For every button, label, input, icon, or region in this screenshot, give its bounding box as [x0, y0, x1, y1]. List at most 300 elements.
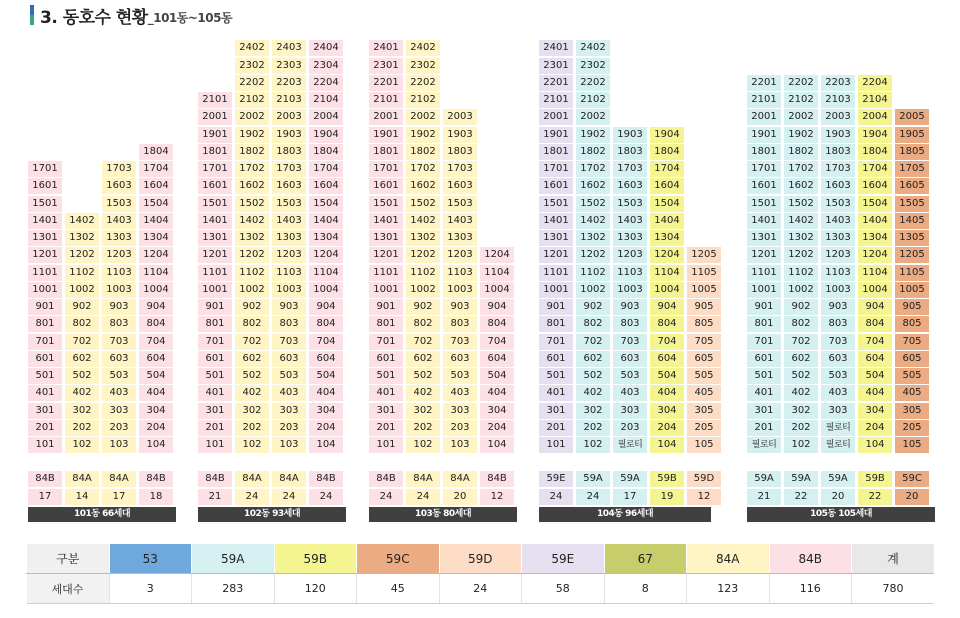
unit-cell-101-1003: 1003: [102, 282, 136, 298]
column-type-101-4: 84B: [139, 471, 173, 487]
unit-cell-102-2103: 2103: [272, 92, 306, 108]
unit-cell-105-1201: 1201: [747, 247, 781, 263]
unit-cell-104-1201: 1201: [539, 247, 573, 263]
unit-cell-103-402: 402: [406, 385, 440, 401]
unit-cell-104-1102: 1102: [576, 265, 610, 281]
unit-cell-102-1201: 1201: [198, 247, 232, 263]
unit-cell-101-502: 502: [65, 368, 99, 384]
legend-type-59B: 59B: [274, 544, 357, 574]
unit-cell-105-1203: 1203: [821, 247, 855, 263]
unit-cell-105-303: 303: [821, 403, 855, 419]
unit-cell-104-1703: 1703: [613, 161, 647, 177]
legend-type-67: 67: [604, 544, 687, 574]
unit-cell-103-903: 903: [443, 299, 477, 315]
unit-cell-103-1902: 1902: [406, 127, 440, 143]
column-count-105-1: 21: [747, 489, 781, 505]
unit-cell-101-1204: 1204: [139, 247, 173, 263]
column-count-103-3: 20: [443, 489, 477, 505]
unit-cell-101-1302: 1302: [65, 230, 99, 246]
unit-cell-101-1402: 1402: [65, 213, 99, 229]
unit-cell-105-2101: 2101: [747, 92, 781, 108]
unit-cell-103-202: 202: [406, 420, 440, 436]
unit-cell-105-1003: 1003: [821, 282, 855, 298]
unit-cell-103-2401: 2401: [369, 40, 403, 56]
legend-count-84B: 116: [769, 574, 852, 604]
unit-cell-105-602: 602: [784, 351, 818, 367]
unit-cell-102-903: 903: [272, 299, 306, 315]
unit-cell-105-1101: 1101: [747, 265, 781, 281]
unit-cell-102-2404: 2404: [309, 40, 343, 56]
unit-cell-102-1304: 1304: [309, 230, 343, 246]
column-type-103-4: 84B: [480, 471, 514, 487]
unit-cell-105-103: 필로티: [821, 437, 855, 453]
unit-cell-102-303: 303: [272, 403, 306, 419]
unit-cell-104-201: 201: [539, 420, 573, 436]
unit-cell-103-1702: 1702: [406, 161, 440, 177]
column-count-101-4: 18: [139, 489, 173, 505]
unit-cell-102-1403: 1403: [272, 213, 306, 229]
unit-cell-103-1303: 1303: [443, 230, 477, 246]
column-type-102-1: 84B: [198, 471, 232, 487]
unit-cell-103-2102: 2102: [406, 92, 440, 108]
unit-cell-104-302: 302: [576, 403, 610, 419]
unit-cell-104-1004: 1004: [650, 282, 684, 298]
unit-cell-103-1602: 1602: [406, 178, 440, 194]
unit-cell-102-304: 304: [309, 403, 343, 419]
unit-cell-102-1502: 1502: [235, 196, 269, 212]
unit-cell-103-804: 804: [480, 316, 514, 332]
unit-cell-101-1104: 1104: [139, 265, 173, 281]
unit-cell-102-302: 302: [235, 403, 269, 419]
unit-cell-103-1102: 1102: [406, 265, 440, 281]
unit-cell-105-1903: 1903: [821, 127, 855, 143]
unit-cell-105-1501: 1501: [747, 196, 781, 212]
unit-cell-102-2402: 2402: [235, 40, 269, 56]
unit-cell-103-1302: 1302: [406, 230, 440, 246]
unit-cell-102-1204: 1204: [309, 247, 343, 263]
building-summary-105: 105동 105세대: [747, 507, 935, 522]
unit-cell-103-1101: 1101: [369, 265, 403, 281]
unit-cell-104-1901: 1901: [539, 127, 573, 143]
unit-cell-105-903: 903: [821, 299, 855, 315]
unit-cell-101-102: 102: [65, 437, 99, 453]
unit-cell-102-904: 904: [309, 299, 343, 315]
unit-cell-103-1803: 1803: [443, 144, 477, 160]
unit-cell-103-601: 601: [369, 351, 403, 367]
unit-cell-102-403: 403: [272, 385, 306, 401]
unit-cell-104-903: 903: [613, 299, 647, 315]
unit-cell-103-404: 404: [480, 385, 514, 401]
unit-cell-101-1604: 1604: [139, 178, 173, 194]
legend-type-row: [27, 544, 935, 574]
unit-cell-103-1802: 1802: [406, 144, 440, 160]
unit-cell-105-2103: 2103: [821, 92, 855, 108]
unit-cell-104-405: 405: [687, 385, 721, 401]
unit-cell-105-204: 204: [858, 420, 892, 436]
unit-cell-104-1302: 1302: [576, 230, 610, 246]
unit-cell-102-2204: 2204: [309, 75, 343, 91]
column-count-105-3: 20: [821, 489, 855, 505]
unit-cell-101-603: 603: [102, 351, 136, 367]
unit-cell-102-401: 401: [198, 385, 232, 401]
unit-cell-104-1803: 1803: [613, 144, 647, 160]
unit-cell-105-502: 502: [784, 368, 818, 384]
column-type-103-3: 84A: [443, 471, 477, 487]
column-count-102-3: 24: [272, 489, 306, 505]
unit-cell-105-703: 703: [821, 334, 855, 350]
unit-cell-103-1903: 1903: [443, 127, 477, 143]
unit-cell-105-2202: 2202: [784, 75, 818, 91]
unit-cell-105-404: 404: [858, 385, 892, 401]
unit-cell-104-901: 901: [539, 299, 573, 315]
unit-cell-105-1904: 1904: [858, 127, 892, 143]
unit-cell-103-1901: 1901: [369, 127, 403, 143]
unit-cell-104-801: 801: [539, 316, 573, 332]
column-count-103-4: 12: [480, 489, 514, 505]
column-count-105-5: 20: [895, 489, 929, 505]
unit-cell-103-602: 602: [406, 351, 440, 367]
column-count-103-1: 24: [369, 489, 403, 505]
unit-cell-102-1603: 1603: [272, 178, 306, 194]
unit-cell-103-1601: 1601: [369, 178, 403, 194]
unit-cell-103-1204: 1204: [480, 247, 514, 263]
unit-cell-105-201: 201: [747, 420, 781, 436]
unit-cell-105-605: 605: [895, 351, 929, 367]
unit-cell-101-1202: 1202: [65, 247, 99, 263]
unit-cell-103-503: 503: [443, 368, 477, 384]
unit-cell-105-1401: 1401: [747, 213, 781, 229]
unit-cell-101-1504: 1504: [139, 196, 173, 212]
column-type-103-1: 84B: [369, 471, 403, 487]
unit-cell-101-303: 303: [102, 403, 136, 419]
unit-cell-104-1104: 1104: [650, 265, 684, 281]
unit-cell-103-2001: 2001: [369, 109, 403, 125]
unit-cell-101-1701: 1701: [28, 161, 62, 177]
unit-cell-104-104: 104: [650, 437, 684, 453]
unit-cell-105-1605: 1605: [895, 178, 929, 194]
unit-cell-101-1301: 1301: [28, 230, 62, 246]
unit-cell-104-1205: 1205: [687, 247, 721, 263]
unit-cell-103-1801: 1801: [369, 144, 403, 160]
unit-cell-101-1102: 1102: [65, 265, 99, 281]
unit-cell-104-404: 404: [650, 385, 684, 401]
unit-cell-103-1502: 1502: [406, 196, 440, 212]
unit-cell-101-701: 701: [28, 334, 62, 350]
legend-count-84A: 123: [687, 574, 770, 604]
unit-cell-102-2102: 2102: [235, 92, 269, 108]
unit-cell-102-1604: 1604: [309, 178, 343, 194]
unit-cell-103-902: 902: [406, 299, 440, 315]
unit-cell-104-1602: 1602: [576, 178, 610, 194]
unit-cell-105-1703: 1703: [821, 161, 855, 177]
building-summary-104: 104동 96세대: [539, 507, 711, 522]
unit-cell-104-702: 702: [576, 334, 610, 350]
unit-cell-104-103: 필로티: [613, 437, 647, 453]
unit-cell-102-203: 203: [272, 420, 306, 436]
unit-cell-104-2202: 2202: [576, 75, 610, 91]
unit-cell-105-1002: 1002: [784, 282, 818, 298]
unit-cell-104-1802: 1802: [576, 144, 610, 160]
unit-cell-103-1402: 1402: [406, 213, 440, 229]
unit-cell-101-704: 704: [139, 334, 173, 350]
column-count-102-2: 24: [235, 489, 269, 505]
unit-cell-105-1701: 1701: [747, 161, 781, 177]
unit-cell-104-2302: 2302: [576, 58, 610, 74]
unit-cell-102-603: 603: [272, 351, 306, 367]
unit-cell-103-901: 901: [369, 299, 403, 315]
unit-cell-102-1202: 1202: [235, 247, 269, 263]
unit-cell-103-904: 904: [480, 299, 514, 315]
unit-cell-102-702: 702: [235, 334, 269, 350]
column-count-101-2: 14: [65, 489, 99, 505]
column-type-104-1: 59E: [539, 471, 573, 487]
unit-cell-104-504: 504: [650, 368, 684, 384]
unit-cell-104-2002: 2002: [576, 109, 610, 125]
unit-cell-104-705: 705: [687, 334, 721, 350]
unit-cell-105-1603: 1603: [821, 178, 855, 194]
unit-cell-104-203: 203: [613, 420, 647, 436]
unit-cell-103-303: 303: [443, 403, 477, 419]
legend-type-59E: 59E: [522, 544, 605, 574]
unit-cell-105-603: 603: [821, 351, 855, 367]
building-summary-101: 101동 66세대: [28, 507, 176, 522]
unit-cell-105-1601: 1601: [747, 178, 781, 194]
unit-cell-101-503: 503: [102, 368, 136, 384]
unit-cell-104-1801: 1801: [539, 144, 573, 160]
unit-cell-104-603: 603: [613, 351, 647, 367]
legend-total-label: 계: [852, 544, 935, 574]
column-count-101-3: 17: [102, 489, 136, 505]
unit-cell-105-1905: 1905: [895, 127, 929, 143]
unit-cell-104-2201: 2201: [539, 75, 573, 91]
unit-cell-105-1502: 1502: [784, 196, 818, 212]
unit-cell-105-2005: 2005: [895, 109, 929, 125]
building-summary-102: 102동 93세대: [198, 507, 346, 522]
unit-cell-102-202: 202: [235, 420, 269, 436]
unit-cell-103-2101: 2101: [369, 92, 403, 108]
unit-cell-101-1002: 1002: [65, 282, 99, 298]
unit-cell-101-203: 203: [102, 420, 136, 436]
unit-cell-105-601: 601: [747, 351, 781, 367]
unit-cell-102-1503: 1503: [272, 196, 306, 212]
column-type-101-3: 84A: [102, 471, 136, 487]
unit-cell-103-702: 702: [406, 334, 440, 350]
unit-cell-104-2301: 2301: [539, 58, 573, 74]
legend-count-59D: 24: [439, 574, 522, 604]
unit-cell-105-1805: 1805: [895, 144, 929, 160]
unit-cell-104-1304: 1304: [650, 230, 684, 246]
unit-cell-104-902: 902: [576, 299, 610, 315]
unit-cell-105-405: 405: [895, 385, 929, 401]
unit-cell-105-905: 905: [895, 299, 929, 315]
unit-cell-102-701: 701: [198, 334, 232, 350]
unit-cell-101-1804: 1804: [139, 144, 173, 160]
unit-cell-102-1702: 1702: [235, 161, 269, 177]
unit-cell-102-703: 703: [272, 334, 306, 350]
unit-cell-103-1103: 1103: [443, 265, 477, 281]
column-type-105-2: 59A: [784, 471, 818, 487]
unit-cell-101-1304: 1304: [139, 230, 173, 246]
unit-cell-105-1302: 1302: [784, 230, 818, 246]
unit-cell-105-2004: 2004: [858, 109, 892, 125]
unit-cell-103-201: 201: [369, 420, 403, 436]
unit-cell-104-1804: 1804: [650, 144, 684, 160]
legend-total-count: 780: [852, 574, 935, 604]
unit-cell-103-2201: 2201: [369, 75, 403, 91]
unit-cell-105-1105: 1105: [895, 265, 929, 281]
unit-cell-105-805: 805: [895, 316, 929, 332]
unit-cell-101-401: 401: [28, 385, 62, 401]
unit-cell-102-704: 704: [309, 334, 343, 350]
unit-cell-105-101: 필로티: [747, 437, 781, 453]
column-count-104-5: 12: [687, 489, 721, 505]
unit-cell-105-104: 104: [858, 437, 892, 453]
title-sub: _101동~105동: [147, 10, 233, 25]
unit-cell-104-1403: 1403: [613, 213, 647, 229]
unit-cell-105-1301: 1301: [747, 230, 781, 246]
unit-cell-105-1803: 1803: [821, 144, 855, 160]
unit-cell-103-301: 301: [369, 403, 403, 419]
unit-cell-105-504: 504: [858, 368, 892, 384]
unit-cell-102-1001: 1001: [198, 282, 232, 298]
unit-cell-101-1503: 1503: [102, 196, 136, 212]
unit-cell-102-1002: 1002: [235, 282, 269, 298]
unit-cell-104-703: 703: [613, 334, 647, 350]
unit-cell-105-2002: 2002: [784, 109, 818, 125]
legend-type-84A: 84A: [687, 544, 770, 574]
unit-cell-104-1204: 1204: [650, 247, 684, 263]
unit-cell-102-901: 901: [198, 299, 232, 315]
unit-cell-105-1204: 1204: [858, 247, 892, 263]
unit-cell-103-502: 502: [406, 368, 440, 384]
unit-cell-105-1901: 1901: [747, 127, 781, 143]
unit-cell-102-902: 902: [235, 299, 269, 315]
unit-cell-103-104: 104: [480, 437, 514, 453]
unit-cell-102-1404: 1404: [309, 213, 343, 229]
unit-cell-104-1203: 1203: [613, 247, 647, 263]
unit-cell-103-802: 802: [406, 316, 440, 332]
unit-cell-104-2001: 2001: [539, 109, 573, 125]
unit-cell-101-402: 402: [65, 385, 99, 401]
unit-cell-105-1602: 1602: [784, 178, 818, 194]
unit-cell-103-1503: 1503: [443, 196, 477, 212]
unit-cell-104-1501: 1501: [539, 196, 573, 212]
unit-cell-102-1501: 1501: [198, 196, 232, 212]
unit-cell-105-1705: 1705: [895, 161, 929, 177]
unit-cell-105-1005: 1005: [895, 282, 929, 298]
unit-cell-104-601: 601: [539, 351, 573, 367]
unit-cell-105-105: 105: [895, 437, 929, 453]
unit-cell-105-302: 302: [784, 403, 818, 419]
unit-cell-101-103: 103: [102, 437, 136, 453]
unit-cell-101-801: 801: [28, 316, 62, 332]
unit-cell-101-1404: 1404: [139, 213, 173, 229]
column-count-101-1: 17: [28, 489, 62, 505]
unit-cell-101-1201: 1201: [28, 247, 62, 263]
unit-cell-104-605: 605: [687, 351, 721, 367]
unit-cell-105-1902: 1902: [784, 127, 818, 143]
unit-cell-102-1402: 1402: [235, 213, 269, 229]
unit-cell-101-901: 901: [28, 299, 62, 315]
column-count-104-2: 24: [576, 489, 610, 505]
unit-cell-101-802: 802: [65, 316, 99, 332]
unit-cell-104-1005: 1005: [687, 282, 721, 298]
unit-cell-104-102: 102: [576, 437, 610, 453]
unit-cell-103-504: 504: [480, 368, 514, 384]
unit-cell-105-1305: 1305: [895, 230, 929, 246]
unit-cell-105-1403: 1403: [821, 213, 855, 229]
unit-cell-104-803: 803: [613, 316, 647, 332]
unit-cell-101-101: 101: [28, 437, 62, 453]
unit-cell-104-403: 403: [613, 385, 647, 401]
unit-cell-105-1503: 1503: [821, 196, 855, 212]
unit-cell-105-1802: 1802: [784, 144, 818, 160]
unit-cell-104-1702: 1702: [576, 161, 610, 177]
unit-cell-104-1402: 1402: [576, 213, 610, 229]
unit-cell-101-903: 903: [102, 299, 136, 315]
unit-cell-104-1001: 1001: [539, 282, 573, 298]
unit-cell-104-2402: 2402: [576, 40, 610, 56]
unit-cell-104-1105: 1105: [687, 265, 721, 281]
unit-cell-103-501: 501: [369, 368, 403, 384]
unit-cell-101-702: 702: [65, 334, 99, 350]
unit-cell-105-1104: 1104: [858, 265, 892, 281]
unit-cell-104-2101: 2101: [539, 92, 573, 108]
unit-cell-101-1704: 1704: [139, 161, 173, 177]
unit-cell-103-203: 203: [443, 420, 477, 436]
unit-cell-102-2003: 2003: [272, 109, 306, 125]
unit-cell-104-1903: 1903: [613, 127, 647, 143]
unit-cell-105-301: 301: [747, 403, 781, 419]
unit-cell-105-1202: 1202: [784, 247, 818, 263]
unit-cell-101-504: 504: [139, 368, 173, 384]
unit-cell-102-1103: 1103: [272, 265, 306, 281]
unit-cell-105-901: 901: [747, 299, 781, 315]
unit-cell-102-1904: 1904: [309, 127, 343, 143]
unit-cell-104-1502: 1502: [576, 196, 610, 212]
unit-cell-101-104: 104: [139, 437, 173, 453]
unit-cell-102-1802: 1802: [235, 144, 269, 160]
unit-cell-102-1303: 1303: [272, 230, 306, 246]
legend-header-label: 구분: [27, 544, 110, 574]
unit-cell-102-1701: 1701: [198, 161, 232, 177]
unit-cell-105-2001: 2001: [747, 109, 781, 125]
unit-cell-102-103: 103: [272, 437, 306, 453]
unit-cell-104-1303: 1303: [613, 230, 647, 246]
unit-cell-105-705: 705: [895, 334, 929, 350]
unit-cell-103-1401: 1401: [369, 213, 403, 229]
unit-cell-105-1004: 1004: [858, 282, 892, 298]
legend-count-59B: 120: [274, 574, 357, 604]
unit-cell-104-1904: 1904: [650, 127, 684, 143]
unit-cell-104-802: 802: [576, 316, 610, 332]
unit-cell-103-1301: 1301: [369, 230, 403, 246]
unit-cell-105-2201: 2201: [747, 75, 781, 91]
unit-cell-104-101: 101: [539, 437, 573, 453]
unit-cell-105-1704: 1704: [858, 161, 892, 177]
unit-cell-103-2402: 2402: [406, 40, 440, 56]
unit-cell-102-102: 102: [235, 437, 269, 453]
unit-cell-104-1202: 1202: [576, 247, 610, 263]
unit-cell-104-304: 304: [650, 403, 684, 419]
unit-cell-104-1404: 1404: [650, 213, 684, 229]
legend-type-59D: 59D: [439, 544, 522, 574]
unit-cell-104-502: 502: [576, 368, 610, 384]
unit-cell-104-303: 303: [613, 403, 647, 419]
unit-cell-104-301: 301: [539, 403, 573, 419]
unit-cell-104-1003: 1003: [613, 282, 647, 298]
legend-type-59C: 59C: [357, 544, 440, 574]
